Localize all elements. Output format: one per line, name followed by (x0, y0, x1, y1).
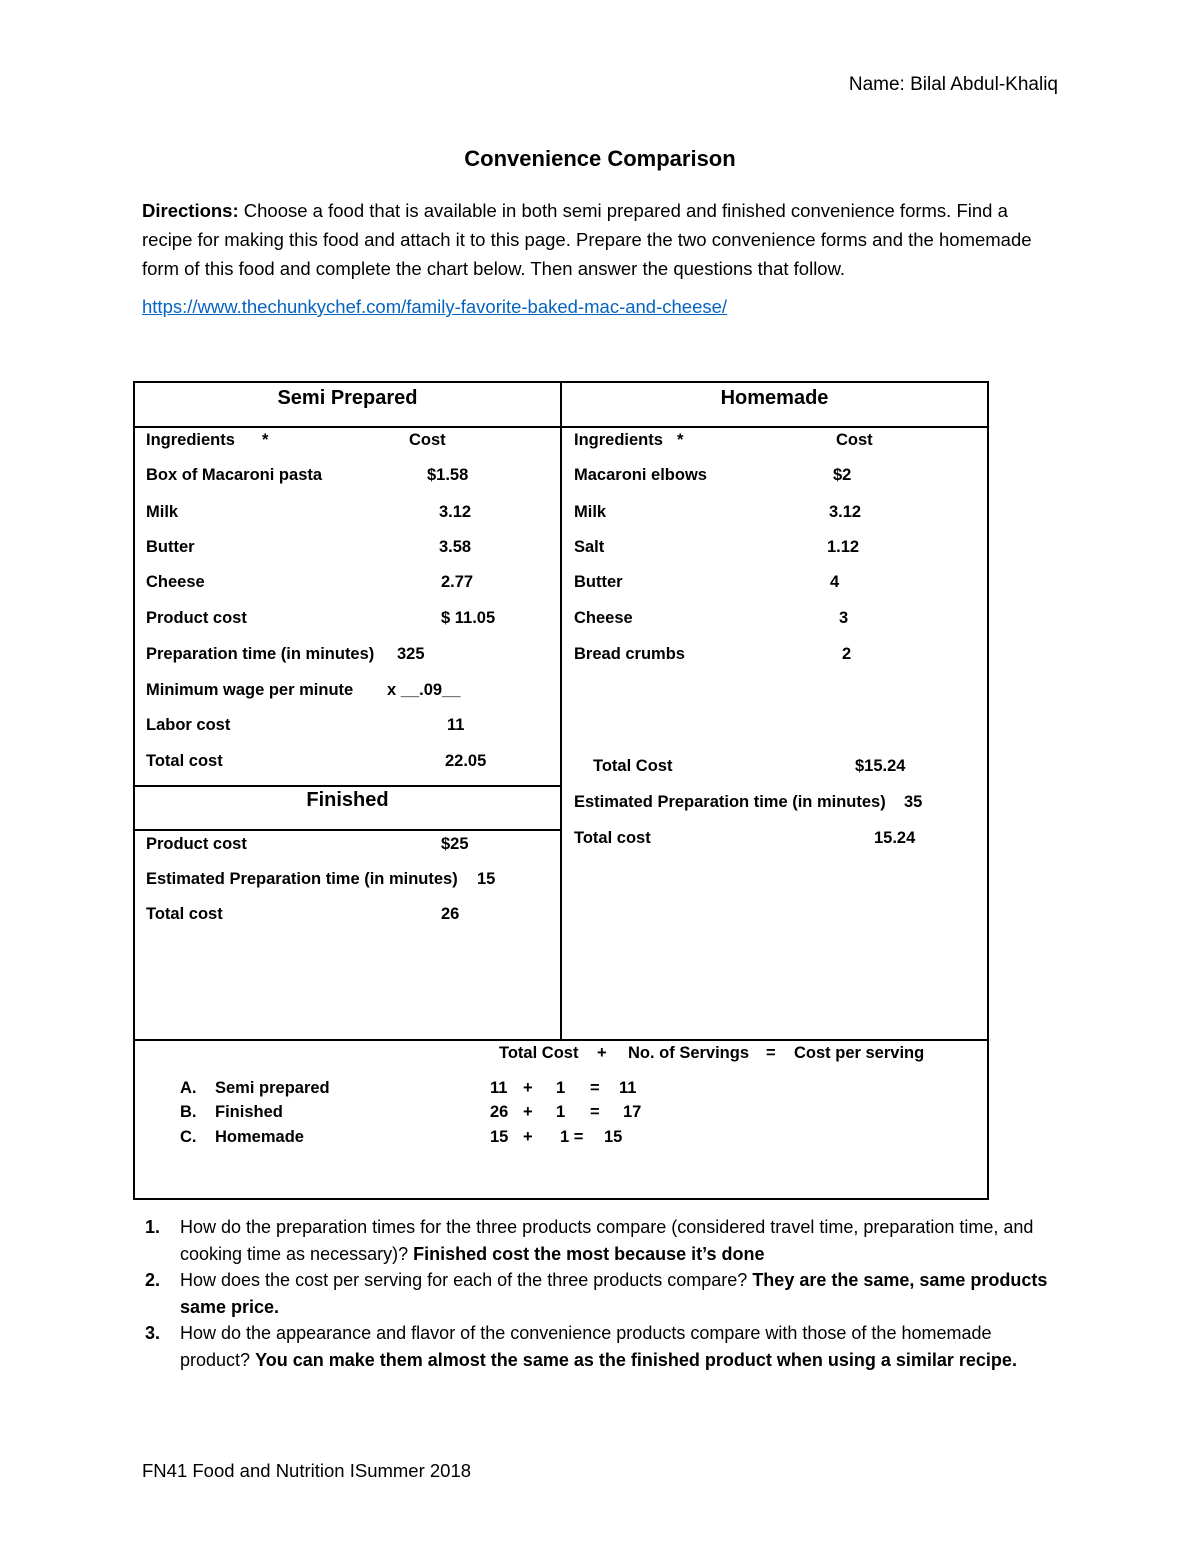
home-item-label: Butter (574, 573, 623, 591)
table-divider-vertical (560, 381, 562, 1040)
question-number: 1. (145, 1217, 161, 1237)
semi-item-label: Total cost (146, 752, 223, 770)
home-item-label: Salt (574, 538, 605, 556)
home-item-label: Cheese (574, 609, 633, 627)
serving-header-cost: Cost per serving (794, 1044, 925, 1062)
semi-item-label: Product cost (146, 609, 247, 627)
questions-list (142, 1214, 1062, 1373)
home-item-value: 4 (830, 573, 840, 591)
serving-row-letter: A. (180, 1079, 197, 1097)
question-text: How do the appearance and flavor of the convenience products compare with those of the homemade product? (180, 1323, 992, 1370)
serving-header-servings: No. of Servings (628, 1044, 750, 1062)
home-item-value: 3.12 (829, 503, 862, 521)
semi-item-value: 2.77 (441, 573, 474, 591)
question-number: 3. (145, 1323, 161, 1343)
serving-header-plus: + (597, 1044, 607, 1062)
question-item (142, 1214, 1062, 1267)
serving-row-plus: + (523, 1128, 533, 1146)
semi-item-label: Cheese (146, 573, 205, 591)
serving-header-total: Total Cost (499, 1044, 579, 1062)
home-total-cost-value: $15.24 (855, 757, 906, 775)
serving-row-total: 15 (490, 1128, 509, 1146)
serving-row-letter: B. (180, 1103, 197, 1121)
semi-item-label: Butter (146, 538, 195, 556)
semi-item-label: Preparation time (in minutes) (146, 645, 375, 663)
home-item-value: 1.12 (827, 538, 860, 556)
finished-heading: Finished (306, 789, 389, 811)
homemade-heading: Homemade (720, 387, 829, 409)
home-prep-value: 35 (904, 793, 923, 811)
semi-item-label: Box of Macaroni pasta (146, 466, 323, 484)
semi-item-value: 325 (397, 645, 425, 663)
finished-top-divider (133, 785, 561, 787)
home-item-label: Macaroni elbows (574, 466, 707, 484)
finished-header-divider (133, 829, 561, 831)
finished-item-label: Estimated Preparation time (in minutes) (146, 870, 458, 888)
question-answer: They are the same, same products same price. (180, 1270, 1048, 1317)
semi-col-ingredients: Ingredients (146, 431, 235, 449)
semi-item-label: Labor cost (146, 716, 231, 734)
semi-item-value: $ 11.05 (441, 609, 496, 627)
semi-col-star: * (262, 431, 269, 449)
home-col-star: * (677, 431, 684, 449)
semi-item-value: x __.09__ (387, 681, 461, 699)
directions-paragraph (142, 196, 1062, 283)
home-prep-label: Estimated Preparation time (in minutes) (574, 793, 886, 811)
question-answer: Finished cost the most because it’s done (413, 1243, 765, 1264)
serving-row-plus: + (523, 1079, 533, 1097)
serving-row-servings: 1 (556, 1079, 566, 1097)
page-footer: FN41 Food and Nutrition ISummer 2018 (142, 1460, 472, 1481)
serving-row-per: 15 (604, 1128, 623, 1146)
question-answer: You can make them almost the same as the finished product when using a similar recipe. (255, 1349, 1017, 1370)
semi-item-value: 22.05 (445, 752, 487, 770)
serving-row-total: 26 (490, 1103, 509, 1121)
question-text: How do the preparation times for the three products compare (considered travel time, preparation time, and cooking time as necessary)? (180, 1217, 1034, 1264)
question-item (142, 1320, 1062, 1373)
finished-item-value: 15 (477, 870, 496, 888)
directions-text: Choose a food that is available in both semi prepared and finished convenience forms. Find a recipe for making this food and attach it to this page. Prepare the two convenience forms and the homemade form of this food and complete the chart below. Then answer the questions that follow. (142, 200, 1032, 279)
semi-col-cost: Cost (409, 431, 446, 449)
semi-item-value: $1.58 (427, 466, 469, 484)
serving-row-total: 11 (490, 1079, 508, 1097)
finished-item-label: Product cost (146, 835, 247, 853)
semi-prepared-heading: Semi Prepared (277, 387, 418, 409)
home-final-label: Total cost (574, 829, 651, 847)
recipe-link[interactable]: https://www.thechunkychef.com/family-favorite-baked-mac-and-cheese/ (142, 296, 728, 317)
student-name: Name: Bilal Abdul-Khaliq (848, 74, 1058, 95)
serving-row-equals: = (590, 1103, 600, 1121)
serving-row-label: Finished (215, 1103, 283, 1121)
home-col-ingredients: Ingredients (574, 431, 663, 449)
question-item (142, 1267, 1062, 1320)
serving-row-label: Homemade (215, 1128, 304, 1146)
serving-row-plus: + (523, 1103, 533, 1121)
serving-section-divider (133, 1039, 989, 1041)
semi-item-label: Minimum wage per minute (146, 681, 354, 699)
home-item-label: Bread crumbs (574, 645, 685, 663)
home-item-value: 2 (842, 645, 852, 663)
serving-row-per: 17 (623, 1103, 642, 1121)
home-final-value: 15.24 (874, 829, 916, 847)
home-item-value: $2 (833, 466, 852, 484)
home-item-value: 3 (839, 609, 849, 627)
serving-row-label: Semi prepared (215, 1079, 330, 1097)
question-text: How does the cost per serving for each of the three products compare? (180, 1270, 753, 1290)
question-number: 2. (145, 1270, 161, 1290)
home-col-cost: Cost (836, 431, 873, 449)
semi-item-value: 11 (447, 716, 465, 734)
table-header-divider (133, 426, 989, 428)
serving-row-servings: 1 (556, 1103, 566, 1121)
serving-row-servings: 1 = (560, 1128, 584, 1146)
finished-item-label: Total cost (146, 905, 223, 923)
serving-row-equals: = (590, 1079, 600, 1097)
finished-item-value: 26 (441, 905, 460, 923)
serving-row-letter: C. (180, 1128, 197, 1146)
serving-header-equals: = (766, 1044, 776, 1062)
semi-item-value: 3.12 (439, 503, 472, 521)
serving-row-per: 11 (619, 1079, 637, 1097)
semi-item-label: Milk (146, 503, 179, 521)
home-total-cost-label: Total Cost (593, 757, 673, 775)
finished-item-value: $25 (441, 835, 469, 853)
semi-item-value: 3.58 (439, 538, 472, 556)
page-title: Convenience Comparison (464, 146, 736, 171)
home-item-label: Milk (574, 503, 607, 521)
directions-label: Directions: (142, 200, 239, 221)
